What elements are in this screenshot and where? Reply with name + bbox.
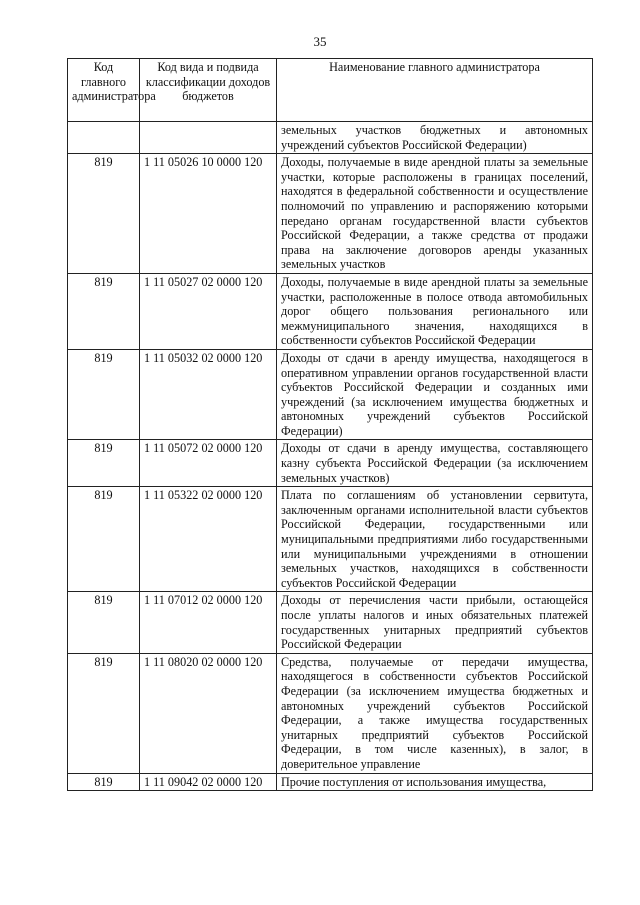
classification-code-cell: 1 11 05026 10 0000 120 — [140, 154, 277, 274]
revenue-name-cell: Прочие поступления от использования имущества, — [277, 773, 593, 791]
admin-code-cell: 819 — [68, 487, 140, 592]
revenue-name-cell: Средства, получаемые от передачи имущества, находящегося в собственности субъектов Российской Федерации (за исключением имущества бюджетных и автономных учреждений субъектов Российской Федерации, а также имущества государственных унитарных предприятий субъектов Российской Федерации, в том числе казенных), в залог, в доверительное управление — [277, 653, 593, 773]
admin-code-cell: 819 — [68, 440, 140, 487]
classification-code-cell: 1 11 07012 02 0000 120 — [140, 592, 277, 653]
table-row — [68, 349, 593, 440]
classification-code-cell: 1 11 09042 02 0000 120 — [140, 773, 277, 791]
table-row — [68, 487, 593, 592]
table-row — [68, 653, 593, 773]
admin-code-cell: 819 — [68, 592, 140, 653]
classification-code-cell: 1 11 05322 02 0000 120 — [140, 487, 277, 592]
revenue-name-cell: Доходы, получаемые в виде арендной платы за земельные участки, которые расположены в границах поселений, находятся в федеральной собственности и осуществление полномочий по управлению и распоряжению которыми передано органам государственной власти субъектов Российской Федерации, а также средства от продажи права на заключение договоров аренды указанных земельных участков — [277, 154, 593, 274]
admin-code-cell: 819 — [68, 653, 140, 773]
table-row — [68, 773, 593, 791]
admin-code-cell: 819 — [68, 349, 140, 440]
classification-code-cell: 1 11 05032 02 0000 120 — [140, 349, 277, 440]
revenue-administrators-table — [67, 58, 593, 791]
classification-code-cell — [140, 122, 277, 154]
admin-code-cell — [68, 122, 140, 154]
page-number: 35 — [313, 34, 327, 49]
table-row — [68, 592, 593, 653]
revenue-name-cell: земельных участков бюджетных и автономных учреждений субъектов Российской Федерации) — [277, 122, 593, 154]
header-classification-code: Код вида и подвида классификации доходов бюджетов — [140, 59, 277, 122]
table-row — [68, 273, 593, 349]
header-admin-code: Код главного администратора — [68, 59, 140, 122]
table-row — [68, 122, 593, 154]
classification-code-cell: 1 11 08020 02 0000 120 — [140, 653, 277, 773]
admin-code-cell: 819 — [68, 773, 140, 791]
revenue-name-cell: Доходы от перечисления части прибыли, остающейся после уплаты налогов и иных обязательных платежей государственных унитарных предприятий субъектов Российской Федерации — [277, 592, 593, 653]
table-row — [68, 440, 593, 487]
classification-code-cell: 1 11 05027 02 0000 120 — [140, 273, 277, 349]
header-admin-name: Наименование главного администратора — [277, 59, 593, 122]
table-row — [68, 154, 593, 274]
revenue-name-cell: Плата по соглашениям об установлении сервитута, заключенным органами исполнительной власти субъектов Российской Федерации, государственными или муниципальными предприятиями либо государственными или муниципальными учреждениями в отношении земельных участков, находящихся в собственности субъектов Российской Федерации — [277, 487, 593, 592]
revenue-name-cell: Доходы от сдачи в аренду имущества, составляющего казну субъекта Российской Федерации (за исключением земельных участков) — [277, 440, 593, 487]
table-header-row — [68, 59, 593, 122]
revenue-name-cell: Доходы от сдачи в аренду имущества, находящегося в оперативном управлении органов государственной власти субъектов Российской Федерации и созданных ими учреждений (за исключением имущества бюджетных и автономных учреждений субъектов Российской Федерации) — [277, 349, 593, 440]
revenue-name-cell: Доходы, получаемые в виде арендной платы за земельные участки, расположенные в полосе отвода автомобильных дорог общего пользования регионального или межмуниципального значения, находящихся в собственности субъектов Российской Федерации — [277, 273, 593, 349]
admin-code-cell: 819 — [68, 273, 140, 349]
classification-code-cell: 1 11 05072 02 0000 120 — [140, 440, 277, 487]
admin-code-cell: 819 — [68, 154, 140, 274]
